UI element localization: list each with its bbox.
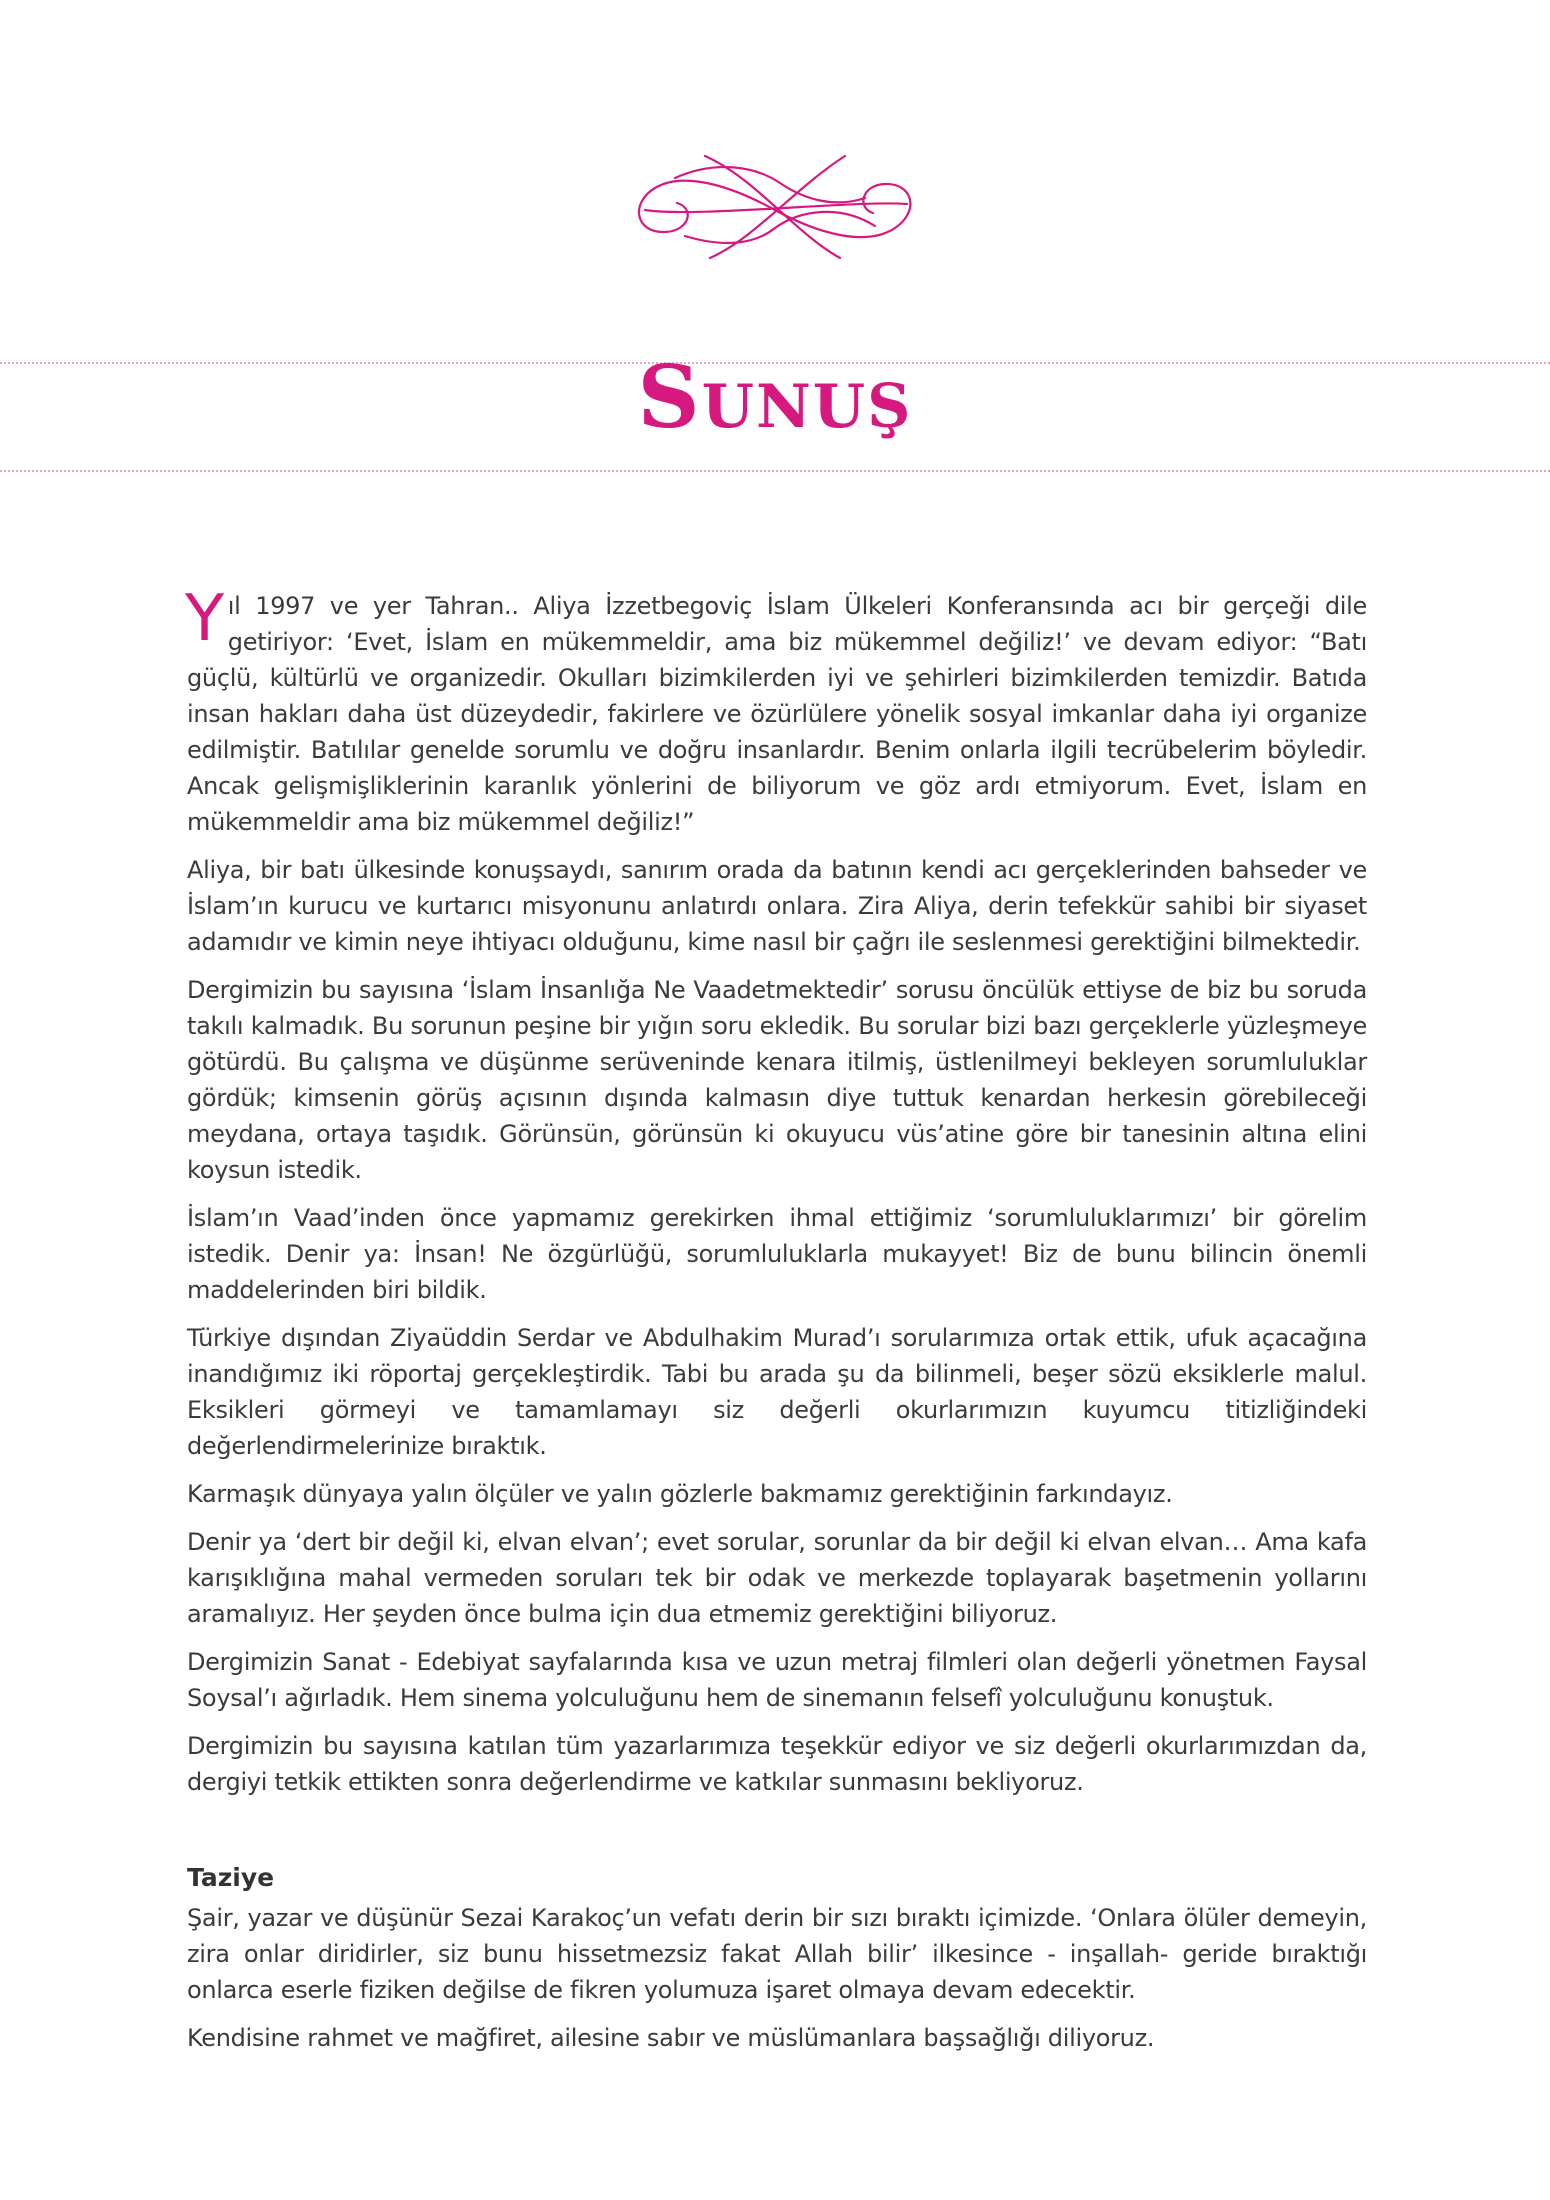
condolence-heading: Taziye — [187, 1863, 275, 1892]
page-title: Sunuş — [637, 347, 913, 448]
intro-paragraph — [185, 582, 1367, 840]
flourish-ornament-icon — [615, 148, 935, 266]
condolence-paragraph: Kendisine rahmet ve mağfiret, ailesine sabır ve müslümanlara başsağlığı diliyoruz. — [187, 2024, 1155, 2052]
article-paragraph: Dergimizin bu sayısına katılan tüm yazarlarımıza teşekkür ediyor ve siz değerli okurlarımızdan da, dergiyi tetkik ettikten sonra değerlendirme ve katkılar sunmasını bekliyoruz. — [187, 1732, 1367, 1796]
article-paragraph: Türkiye dışından Ziyaüddin Serdar ve Abdulhakim Murad’ı sorularımıza ortak ettik, ufuk açacağına inandığımız iki röportaj gerçekleştirdik. Tabi bu arada şu da bilinmeli, beşer sözü eksiklerle malul. Eksikleri görmeyi ve tamamlamayı siz değerli okurlarımızın kuyumcu titizliğindeki değerlendirmelerinize bıraktık. — [187, 1324, 1367, 1460]
article-paragraph: Dergimizin bu sayısına ‘İslam İnsanlığa Ne Vaadetmektedir’ sorusu öncülük ettiyse de biz bu soruda takılı kalmadık. Bu sorunun peşine bir yığın soru ekledik. Bu sorular bizi bazı gerçeklerle yüzleşmeye götürdü. Bu çalışma ve düşünme serüveninde kenara itilmiş, üstlenilmeyi bekleyen sorumluluklar gördük; kimsenin görüş açısının dışında kalmasın diye tuttuk kenardan herkesin görebileceği meydana, ortaya taşıdık. Görünsün, görünsün ki okuyucu vüs’atine göre bir tanesinin altına elini koysun istedik. — [187, 976, 1367, 1184]
drop-cap: Y — [185, 582, 224, 656]
article-body — [185, 582, 1367, 2068]
article-paragraph: Aliya, bir batı ülkesinde konuşsaydı, sanırım orada da batının kendi acı gerçeklerinden bahseder ve İslam’ın kurucu ve kurtarıcı misyonunu anlatırdı onlara. Zira Aliya, derin tefekkür sahibi bir siyaset adamıdır ve kimin neye ihtiyacı olduğunu, kime nasıl bir çağrı ile seslenmesi gerektiğini bilmektedir. — [187, 856, 1367, 956]
intro-text: ıl 1997 ve yer Tahran.. Aliya İzzetbegoviç İslam Ülkeleri Konferansında acı bir gerçeği dile getiriyor: ‘Evet, İslam en mükemmeldir, ama biz mükemmel değiliz!’ ve devam ediyor: “Batı güçlü, kültürlü ve organizedir. Okulları bizimkilerden iyi ve şehirleri bizimkilerden temizdir. Batıda insan hakları daha üst düzeydedir, fakirlere ve özürlülere yönelik sosyal imkanlar daha iyi organize edilmiştir. Batılılar genelde sorumlu ve doğru insanlardır. Benim onlarla ilgili tecrübelerim böyledir. Ancak gelişmişliklerinin karanlık yönlerini de biliyorum ve göz ardı etmiyorum. Evet, İslam en mükemmeldir ama biz mükemmel değiliz!” — [187, 592, 1367, 836]
article-paragraph: İslam’ın Vaad’inden önce yapmamız gerekirken ihmal ettiğimiz ‘sorumluluklarımızı’ bir görelim istedik. Denir ya: İnsan! Ne özgürlüğü, sorumluluklarla mukayyet! Biz de bunu bilincin önemli maddelerinden biri bildik. — [187, 1204, 1367, 1304]
article-paragraph: Denir ya ‘dert bir değil ki, elvan elvan’; evet sorular, sorunlar da bir değil ki elvan elvan… Ama kafa karışıklığına mahal vermeden soruları tek bir odak ve merkezde toplayarak başetmenin yollarını aramalıyız. Her şeyden önce bulma için dua etmemiz gerektiğini biliyoruz. — [187, 1528, 1367, 1628]
article-paragraph: Karmaşık dünyaya yalın ölçüler ve yalın gözlerle bakmamız gerektiğinin farkındayız. — [187, 1480, 1173, 1508]
bottom-dotted-rule — [0, 470, 1550, 472]
condolence-paragraph: Şair, yazar ve düşünür Sezai Karakoç’un vefatı derin bir sızı bıraktı içimizde. ‘Onlara ölüler demeyin, zira onlar diridirler, siz bunu hissetmezsiz fakat Allah bilir’ ilkesince - inşallah- geride bıraktığı onlarca eserle fiziken değilse de fikren yolumuza işaret olmaya devam edecektir. — [187, 1904, 1367, 2004]
article-paragraph: Dergimizin Sanat - Edebiyat sayfalarında kısa ve uzun metraj filmleri olan değerli yönetmen Faysal Soysal’ı ağırladık. Hem sinema yolculuğunu hem de sinemanın felsefî yolculuğunu konuştuk. — [187, 1648, 1367, 1712]
